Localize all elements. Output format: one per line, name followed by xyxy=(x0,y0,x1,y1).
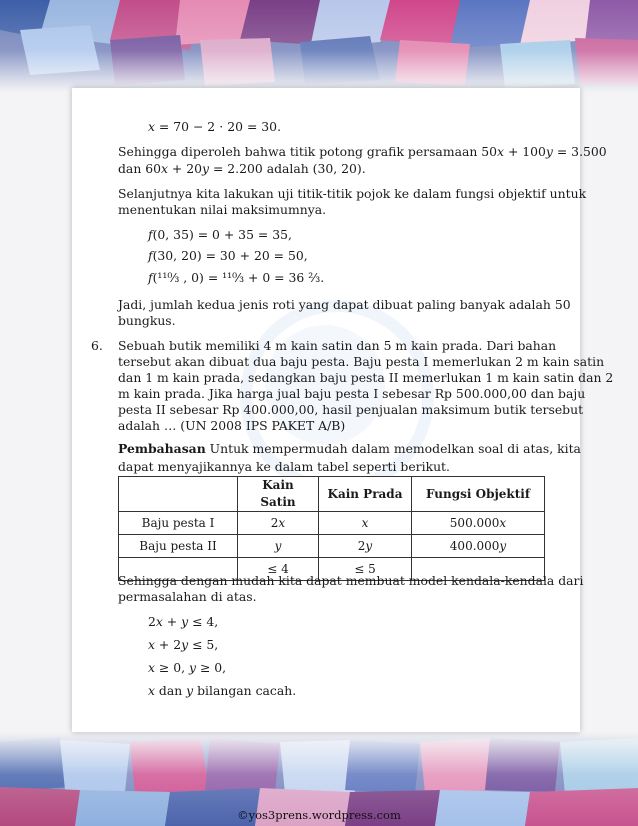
text-line: tersebut akan dibuat dua baju pesta. Baju pesta I memerlukan 2 m kain satin xyxy=(118,354,605,369)
table-header-cell xyxy=(119,477,238,512)
table-cell: 𝑦 xyxy=(238,535,319,558)
problem-number: 6. xyxy=(91,338,103,353)
table-cell: 2𝑥 xyxy=(238,512,319,535)
text-line: 𝑓(0, 35) = 0 + 35 = 35, xyxy=(148,227,292,242)
text-line: dan 1 m kain prada, sedangkan baju pesta II memerlukan 1 m kain satin dan 2 xyxy=(118,370,614,385)
text-line: adalah … (UN 2008 IPS PAKET A/B) xyxy=(118,418,346,433)
table-row xyxy=(119,512,545,535)
text-line: Sebuah butik memiliki 4 m kain satin dan 5 m kain prada. Dari bahan xyxy=(118,338,557,353)
table-header-cell: Fungsi Objektif xyxy=(412,477,545,512)
text-line: 𝑥 ≥ 0, 𝑦 ≥ 0, xyxy=(148,660,227,675)
table-cell: 500.000𝑥 xyxy=(412,512,545,535)
text-line: 𝑥 = 70 − 2 ⋅ 20 = 30. xyxy=(148,119,282,134)
text-line: bungkus. xyxy=(118,313,176,328)
table-cell: ≤ 5 xyxy=(319,558,412,581)
text-line: Sehingga dengan mudah kita dapat membuat model kendala-kendala dari xyxy=(118,573,584,588)
text-line: menentukan nilai maksimumnya. xyxy=(118,202,327,217)
table-cell: 𝑥 xyxy=(319,512,412,535)
table-cell: ≤ 4 xyxy=(238,558,319,581)
text-line: dan 60𝑥 + 20𝑦 = 2.200 adalah (30, 20). xyxy=(118,161,366,176)
table-cell: Baju pesta II xyxy=(119,535,238,558)
table-row xyxy=(119,535,545,558)
text-line: 2𝑥 + 𝑦 ≤ 4, xyxy=(148,614,219,629)
table-header-row xyxy=(119,477,545,512)
table-header-cell: Kain Satin xyxy=(238,477,319,512)
text-line: pesta II sebesar Rp 400.000,00, hasil penjualan maksimum butik tersebut xyxy=(118,402,584,417)
data-table xyxy=(118,476,545,581)
pembahasan-text: Untuk mempermudah dalam memodelkan soal di atas, kita xyxy=(205,441,581,456)
pembahasan-line xyxy=(118,440,581,457)
table-header-cell: Kain Prada xyxy=(319,477,412,512)
table-cell: 400.000𝑦 xyxy=(412,535,545,558)
table-cell: 2𝑦 xyxy=(319,535,412,558)
pembahasan-label: Pembahasan xyxy=(118,441,206,456)
text-line: 𝑓(¹¹⁰⁄₃ , 0) = ¹¹⁰⁄₃ + 0 = 36 ²⁄₃. xyxy=(148,270,325,285)
text-line: Sehingga diperoleh bahwa titik potong grafik persamaan 50𝑥 + 100𝑦 = 3.500 xyxy=(118,144,607,159)
footer-credit: ©yos3prens.wordpress.com xyxy=(237,808,401,822)
text-line: permasalahan di atas. xyxy=(118,589,257,604)
table-cell: Baju pesta I xyxy=(119,512,238,535)
text-line: 𝑥 dan 𝑦 bilangan cacah. xyxy=(148,683,297,698)
text-line: dapat menyajikannya ke dalam tabel seperti berikut. xyxy=(118,459,450,474)
text-line: 𝑥 + 2𝑦 ≤ 5, xyxy=(148,637,219,652)
text-line: m kain prada. Jika harga jual baju pesta I sebesar Rp 500.000,00 dan baju xyxy=(118,386,586,401)
text-line: Jadi, jumlah kedua jenis roti yang dapat dibuat paling banyak adalah 50 xyxy=(118,297,571,312)
text-line: Selanjutnya kita lakukan uji titik-titik pojok ke dalam fungsi objektif untuk xyxy=(118,186,587,201)
text-line: 𝑓(30, 20) = 30 + 20 = 50, xyxy=(148,248,308,263)
